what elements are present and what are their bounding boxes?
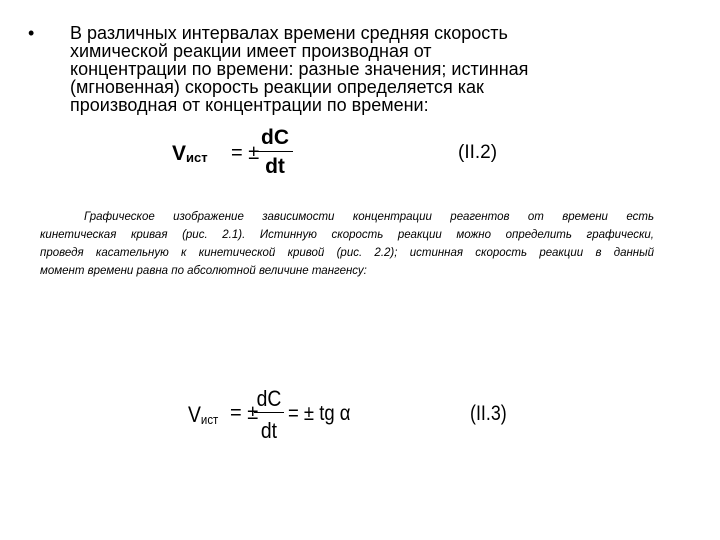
bullet-line: В различных интервалах времени средняя скорость bbox=[70, 23, 508, 43]
fraction-bar bbox=[255, 151, 293, 152]
paragraph-line: Графическое изображение зависимости концентрации реагентов от времени есть bbox=[84, 211, 654, 223]
body-paragraph bbox=[40, 208, 654, 280]
paragraph-line: момент времени равна по абсолютной величине тангенсу: bbox=[40, 265, 367, 277]
formula-sign: = ± bbox=[231, 142, 260, 164]
fraction-bar bbox=[254, 412, 284, 413]
bullet-line: концентрации по времени: разные значения; истинная bbox=[70, 59, 529, 79]
formula-tangent bbox=[188, 384, 368, 448]
paragraph-line: кинетическая кривая (рис. 2.1). Истинную скорость реакции можно определить графически, bbox=[40, 229, 654, 241]
bullet-text bbox=[70, 24, 680, 114]
equation-label: (II.2) bbox=[458, 142, 498, 163]
formula-variable: $V_{ист}$ bbox=[172, 142, 208, 165]
bullet-line: (мгновенная) скорость реакции определяется как bbox=[70, 77, 484, 97]
formula-tangent-term: = ± tg α bbox=[288, 402, 351, 425]
bullet-mark: • bbox=[28, 23, 35, 43]
formula-numerator: dC bbox=[261, 126, 289, 149]
formula-instant-rate bbox=[172, 128, 372, 180]
formula-denominator: dt bbox=[260, 418, 278, 443]
bullet-line: производная от концентрации по времени: bbox=[70, 95, 429, 115]
formula-numerator: dC bbox=[256, 386, 282, 411]
formula-sign: = ± bbox=[230, 402, 259, 424]
equation-label: (II.3) bbox=[470, 402, 507, 425]
paragraph-line: проведя касательную к кинетической кривой (рис. 2.2); истинная скорость реакции в данный bbox=[40, 247, 654, 259]
bullet-line: химической реакции имеет производная от bbox=[70, 41, 432, 61]
formula-denominator: dt bbox=[265, 155, 285, 178]
formula-variable: $V_{ист}$ bbox=[188, 402, 219, 427]
